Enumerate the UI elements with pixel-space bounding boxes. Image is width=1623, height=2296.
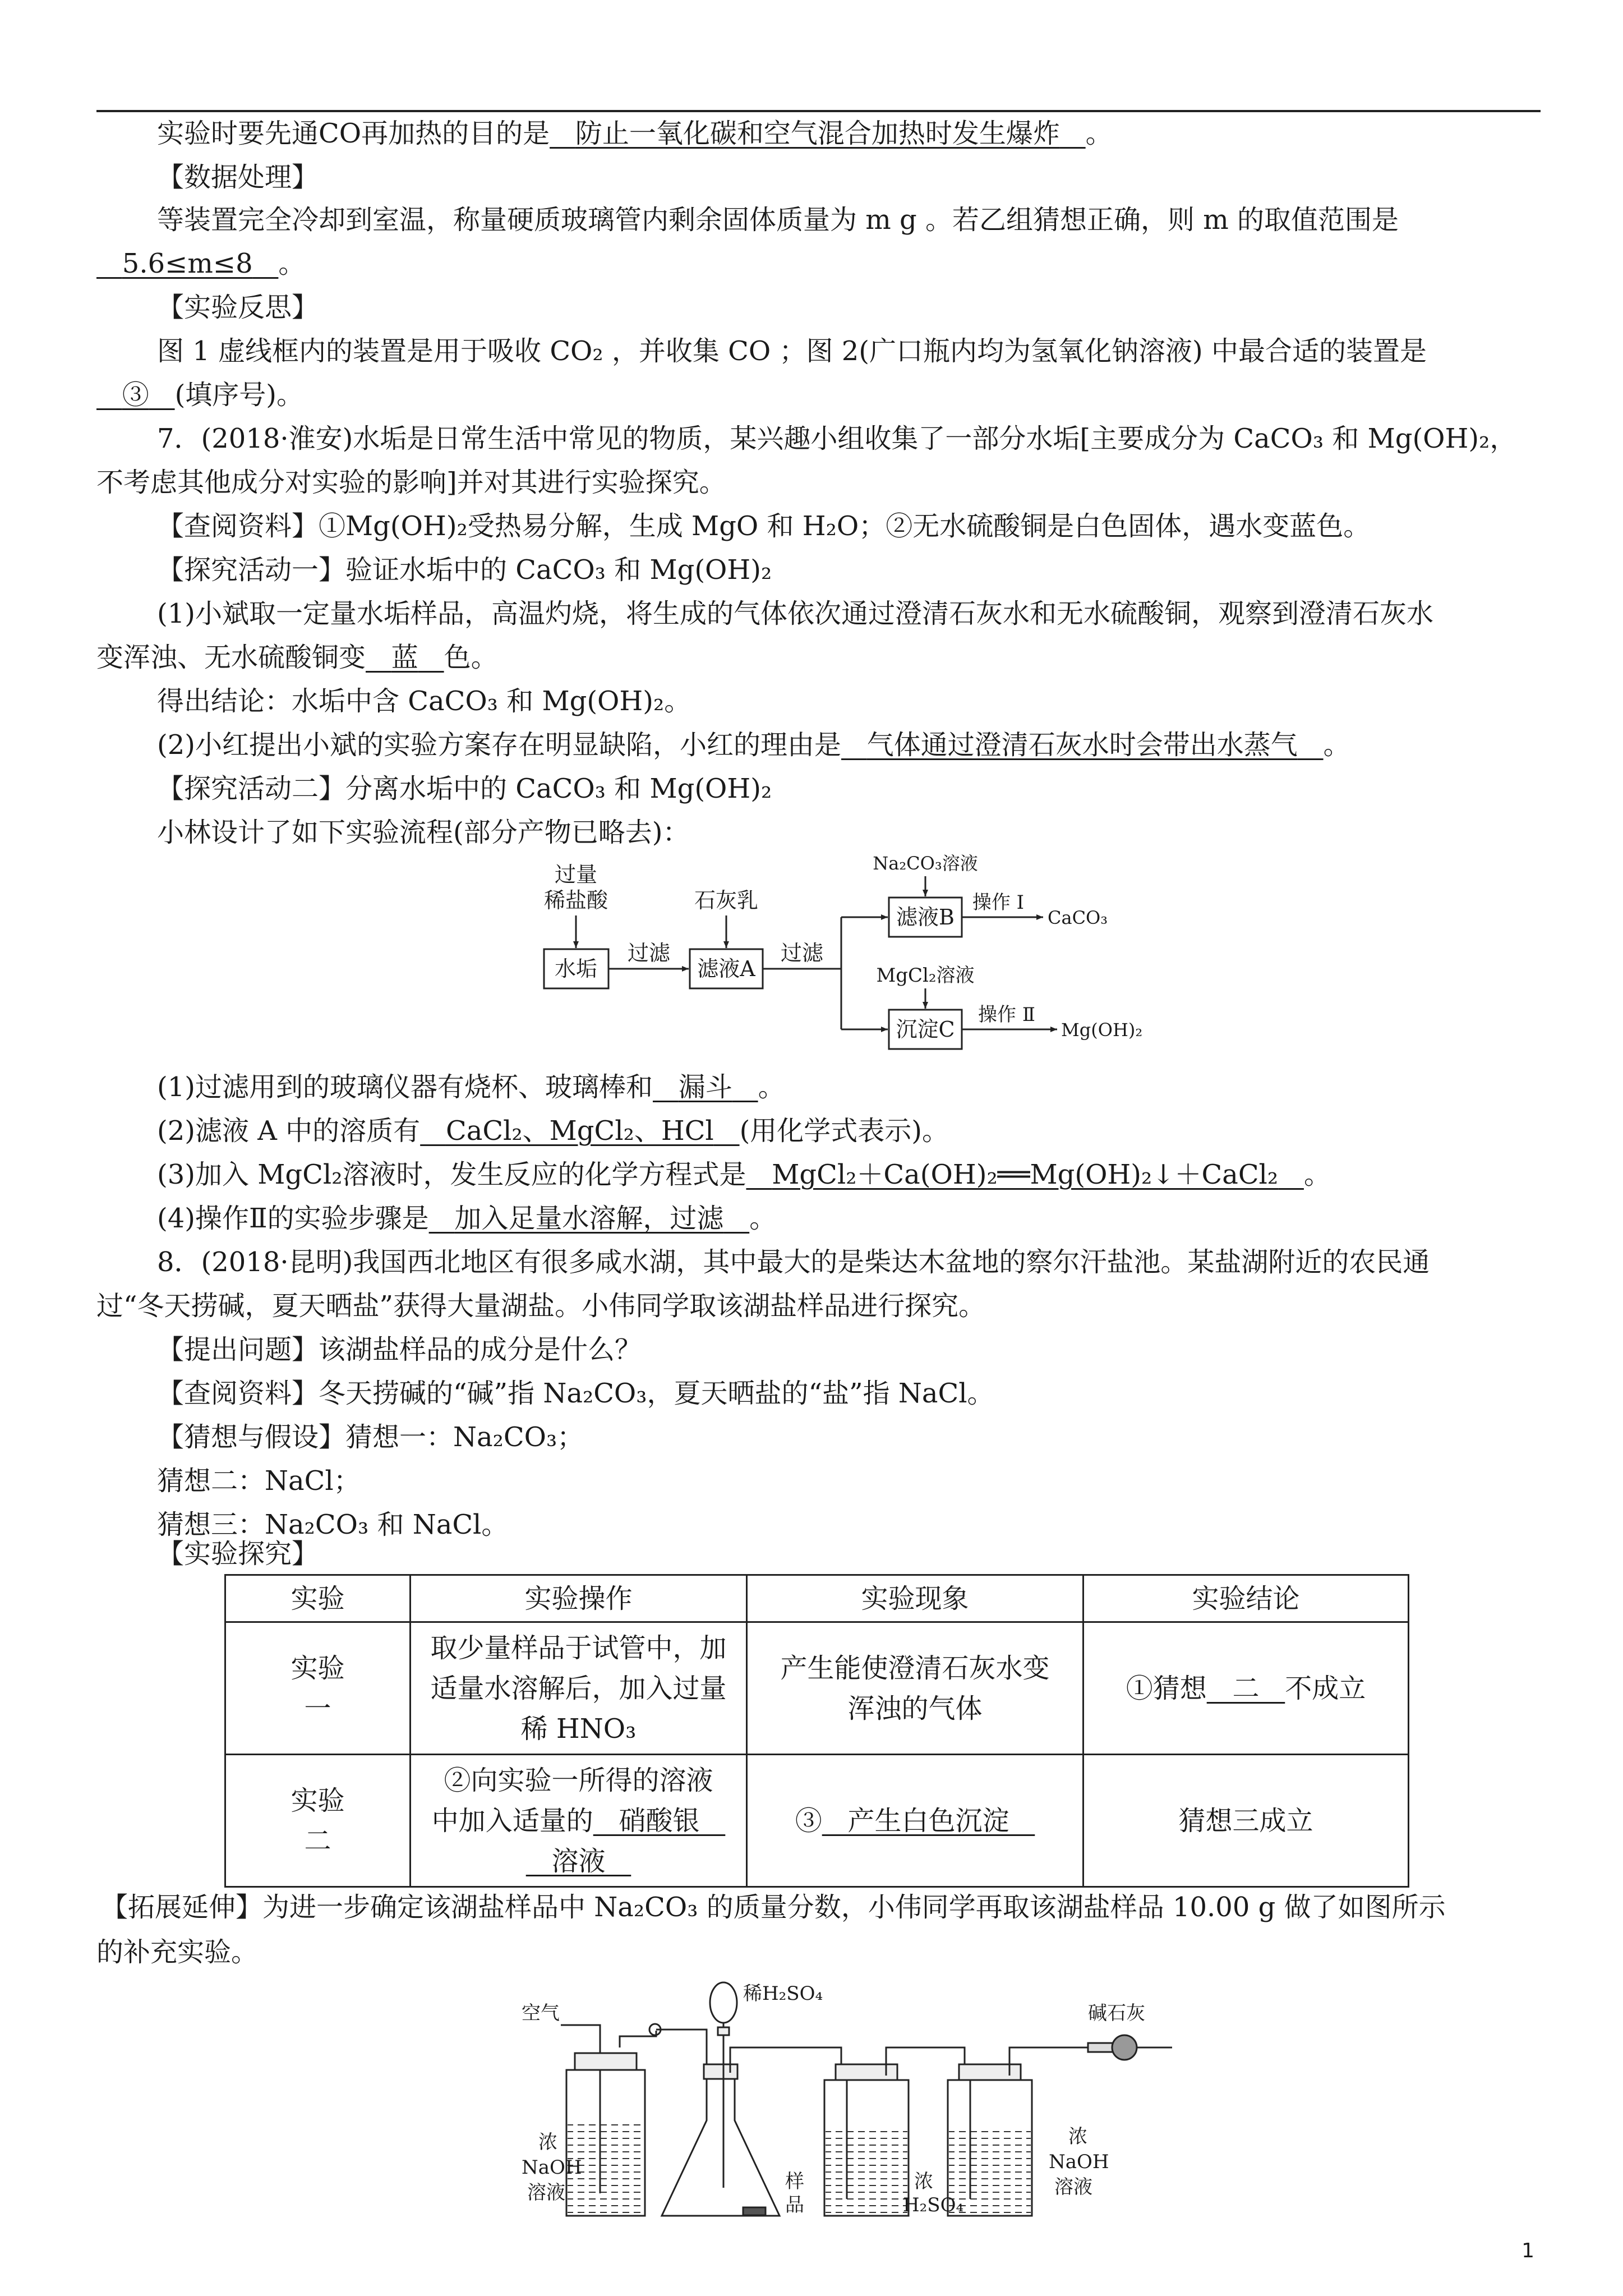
box-scale: 水垢 [554,956,598,981]
table-header: 实验 [225,1575,411,1622]
text-line: 得出结论：水垢中含 CaCO₃ 和 Mg(OH)₂。 [157,685,691,717]
table-row: 实验 二 ②向实验一所得的溶液 中加入适量的 硝酸银 溶液 ③ 产生白色沉淀 猜想三成立 [225,1755,1409,1887]
text-line: 【查阅资料】①Mg(OH)₂受热易分解，生成 MgO 和 H₂O；②无水硫酸铜是白色固体，遇水变蓝色。 [157,510,1371,542]
operation-1: 操作 I [972,891,1025,914]
text-line: 图 1 虚线框内的装置是用于吸收 CO₂ ，并收集 CO ；图 2(广口瓶内均为氢氧化钠溶液) 中最合适的装置是 [157,335,1427,367]
table-row: 实验 一 取少量样品于试管中，加 适量水溶解后，加入过量 稀 HNO₃ 产生能使澄清石灰水变 浑浊的气体 ①猜想 二 不成立 [225,1622,1409,1755]
text-line: 5.6≤m≤8 。 [122,248,306,279]
label-sample: 样 [785,2170,804,2193]
section-heading: 【探究活动一】验证水垢中的 CaCO₃ 和 Mg(OH)₂ [157,554,772,586]
page-number: 1 [1521,2239,1534,2262]
label-conc-h2so4: 浓 [914,2170,933,2193]
label-naoh-2: 浓 [1068,2125,1087,2148]
label-conc-h2so4: H₂SO₄ [903,2194,964,2216]
text-line: 小林设计了如下实验流程(部分产物已略去)： [157,817,690,848]
text-line: 的补充实验。 [96,1936,259,1968]
reagent-excess: 过量 [554,862,598,887]
table-header: 实验结论 [1083,1575,1409,1622]
text-line: 猜想三：Na₂CO₃ 和 NaCl。 [157,1509,509,1540]
question-7: 7．(2018·淮安)水垢是日常生活中常见的物质，某兴趣小组收集了一部分水垢[主要成分为 CaCO₃ 和 Mg(OH)₂， [157,423,1517,454]
text-line: 不考虑其他成分对实验的影响]并对其进行实验探究。 [96,467,726,498]
apparatus-diagram [522,1980,1183,2227]
table-header: 实验现象 [747,1575,1083,1622]
label-sample: 品 [785,2194,804,2216]
text-line: (1)小斌取一定量水垢样品，高温灼烧，将生成的气体依次通过澄清石灰水和无水硫酸铜，观察到澄清石灰水 [157,598,1433,629]
flow-diagram [505,841,1178,1088]
text-line: ③ (填序号)。 [122,379,304,411]
product-mgoh2: Mg(OH)₂ [1061,1019,1143,1041]
label-soda-lime: 碱石灰 [1088,2002,1145,2024]
product-caco3: CaCO₃ [1048,907,1108,928]
label-naoh-1: 浓 [538,2131,557,2154]
box-filtrate-b: 滤液B [896,905,955,930]
label-dilute-h2so4: 稀H₂SO₄ [743,1982,823,2005]
text-line: 【查阅资料】冬天捞碱的“碱”指 Na₂CO₃，夏天晒盐的“盐”指 NaCl。 [157,1378,994,1409]
header-rule [96,110,1541,112]
section-heading: 【实验反思】 [157,292,319,323]
label-air: 空气 [522,2002,560,2024]
reagent-mgcl2: MgCl₂溶液 [876,964,975,987]
arrow-filter-2: 过滤 [780,941,824,965]
section-heading: 【实验探究】 [157,1538,319,1570]
text-line: (2)小红提出小斌的实验方案存在明显缺陷，小红的理由是 气体通过澄清石灰水时会带出水蒸气 。 [157,729,1350,761]
text-line: 实验时要先通CO再加热的目的是 防止一氧化碳和空气混合加热时发生爆炸 。 [157,118,1113,149]
reagent-hcl: 稀盐酸 [543,888,608,913]
section-heading: 【数据处理】 [157,162,319,193]
label-naoh-1: NaOH [522,2156,582,2179]
label-naoh-2: 溶液 [1054,2176,1092,2198]
text-line: 【猜想与假设】猜想一：Na₂CO₃； [157,1421,584,1453]
operation-2: 操作 Ⅱ [978,1004,1035,1026]
reagent-na2co3: Na₂CO₃溶液 [873,853,978,874]
reagent-limewater: 石灰乳 [694,888,759,913]
label-naoh-1: 溶液 [527,2182,565,2204]
text-line: 【拓展延伸】为进一步确定该湖盐样品中 Na₂CO₃ 的质量分数，小伟同学再取该湖盐样品 10.00 g 做了如图所示 [101,1892,1446,1923]
experiment-table [224,1574,1409,1888]
text-line: (4)操作Ⅱ的实验步骤是 加入足量水溶解，过滤 。 [157,1203,777,1234]
arrow-filter-1: 过滤 [627,941,671,965]
box-filtrate-a: 滤液A [697,956,755,981]
text-line: 过“冬天捞碱，夏天晒盐”获得大量湖盐。小伟同学取该湖盐样品进行探究。 [96,1290,986,1322]
text-line: 等装置完全冷却到室温，称量硬质玻璃管内剩余固体质量为 m g 。若乙组猜想正确，则 m 的取值范围是 [157,204,1399,236]
table-header: 实验操作 [411,1575,747,1622]
box-precipitate-c: 沉淀C [896,1017,955,1042]
text-line: (3)加入 MgCl₂溶液时，发生反应的化学方程式是 MgCl₂＋Ca(OH)₂══Mg(OH)₂↓＋CaCl₂ 。 [157,1159,1331,1190]
text-line: 【提出问题】该湖盐样品的成分是什么？ [157,1334,642,1365]
text-line: (2)滤液 A 中的溶质有 CaCl₂、MgCl₂、HCl (用化学式表示)。 [157,1115,949,1147]
text-line: (1)过滤用到的玻璃仪器有烧杯、玻璃棒和 漏斗 。 [157,1071,785,1103]
text-line: 变浑浊、无水硫酸铜变 蓝 色。 [96,642,498,673]
label-naoh-2: NaOH [1049,2151,1109,2173]
question-8: 8．(2018·昆明)我国西北地区有很多咸水湖，其中最大的是柴达木盆地的察尔汗盐池。某盐湖附近的农民通 [157,1246,1430,1278]
section-heading: 【探究活动二】分离水垢中的 CaCO₃ 和 Mg(OH)₂ [157,773,772,804]
text-line: 猜想二：NaCl； [157,1465,361,1497]
